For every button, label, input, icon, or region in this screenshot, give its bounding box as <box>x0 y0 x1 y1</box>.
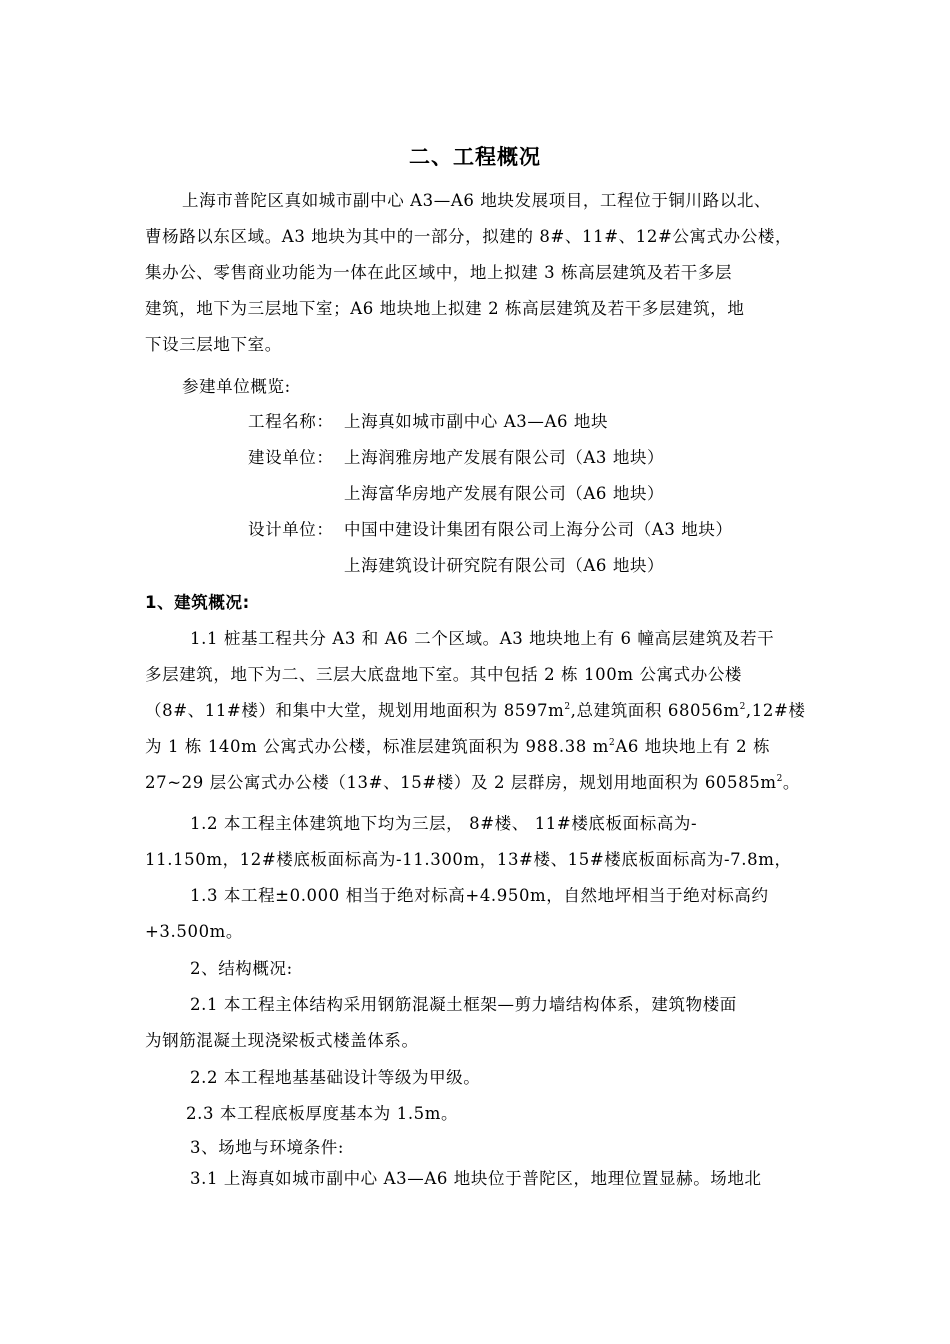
p2-2: 2.2 本工程地基基础设计等级为甲级。 <box>190 1068 481 1087</box>
design-label: 设计单位： <box>248 520 334 539</box>
p1-1-line-3-b: ,总建筑面积 68056m <box>570 701 740 720</box>
owner-row-1 <box>248 447 928 469</box>
intro-line-2: 曹杨路以东区域。A3 地块为其中的一部分，拟建的 8#、11#、12#公寓式办公楼， <box>145 227 793 246</box>
p3-1-line-1: 3.1 上海真如城市副中心 A3—A6 地块位于普陀区，地理位置显赫。场地北 <box>190 1169 762 1188</box>
page-title: 二、工程概况 <box>409 145 541 169</box>
section-1-heading: 1、建筑概况: <box>145 593 250 612</box>
section-3-heading: 3、场地与环境条件: <box>190 1138 345 1157</box>
section-2-heading: 2、结构概况: <box>190 959 293 978</box>
p1-3-line-1: 1.3 本工程±0.000 相当于绝对标高+4.950m，自然地坪相当于绝对标高约 <box>190 886 769 905</box>
intro-line-1: 上海市普陀区真如城市副中心 A3—A6 地块发展项目，工程位于铜川路以北、 <box>182 191 772 210</box>
owner-value-1: 上海润雅房地产发展有限公司（A3 地块） <box>344 448 665 467</box>
superscript-2: 2 <box>739 702 746 712</box>
superscript-2: 2 <box>564 702 571 712</box>
intro-line-4: 建筑，地下为三层地下室；A6 地块地上拟建 2 栋高层建筑及若干多层建筑，地 <box>145 299 745 318</box>
intro-line-3: 集办公、零售商业功能为一体在此区域中，地上拟建 3 栋高层建筑及若干多层 <box>145 263 733 282</box>
p1-2-line-2: 11.150m，12#楼底板面标高为-11.300m，13#楼、15#楼底板面标高为-7.8m， <box>145 850 792 869</box>
p1-3-line-2: +3.500m。 <box>145 922 244 941</box>
p1-1-line-3 <box>145 700 825 722</box>
superscript-2: 2 <box>609 738 616 748</box>
project-name-value: 上海真如城市副中心 A3—A6 地块 <box>344 412 609 431</box>
p2-3: 2.3 本工程底板厚度基本为 1.5m。 <box>186 1104 459 1123</box>
p1-1-line-1: 1.1 桩基工程共分 A3 和 A6 二个区域。A3 地块地上有 6 幢高层建筑及若干 <box>190 629 775 648</box>
p1-1-line-4 <box>145 736 825 758</box>
design-row-1 <box>248 519 928 541</box>
owner-label: 建设单位： <box>248 448 334 467</box>
p1-1-line-4-b: A6 地块地上有 2 栋 <box>615 737 771 756</box>
project-name-label: 工程名称： <box>248 412 334 431</box>
units-heading: 参建单位概览: <box>182 377 291 396</box>
design-value-2: 上海建筑设计研究院有限公司（A6 地块） <box>344 556 665 575</box>
p1-2-line-1: 1.2 本工程主体建筑地下均为三层， 8#楼、 11#楼底板面标高为- <box>190 814 698 833</box>
intro-line-5: 下设三层地下室。 <box>145 335 282 354</box>
p1-1-line-3-a: （8#、11#楼）和集中大堂，规划用地面积为 8597m <box>145 701 565 720</box>
p1-1-line-5-b: 。 <box>782 773 801 792</box>
design-value-1: 中国中建设计集团有限公司上海分公司（A3 地块） <box>344 520 733 539</box>
p2-1-line-2: 为钢筋混凝土现浇梁板式楼盖体系。 <box>145 1031 419 1050</box>
p2-1-line-1: 2.1 本工程主体结构采用钢筋混凝土框架—剪力墙结构体系，建筑物楼面 <box>190 995 737 1014</box>
superscript-2: 2 <box>776 774 783 784</box>
project-name-row <box>248 411 928 433</box>
p1-1-line-5 <box>145 772 825 794</box>
p1-1-line-5-a: 27~29 层公寓式办公楼（13#、15#楼）及 2 层群房，规划用地面积为 60585m <box>145 773 777 792</box>
owner-value-2: 上海富华房地产发展有限公司（A6 地块） <box>344 484 665 503</box>
p1-1-line-2: 多层建筑，地下为二、三层大底盘地下室。其中包括 2 栋 100m 公寓式办公楼 <box>145 665 743 684</box>
p1-1-line-4-a: 为 1 栋 140m 公寓式办公楼，标准层建筑面积为 988.38 m <box>145 737 609 756</box>
p1-1-line-3-c: ,12#楼 <box>745 701 806 720</box>
